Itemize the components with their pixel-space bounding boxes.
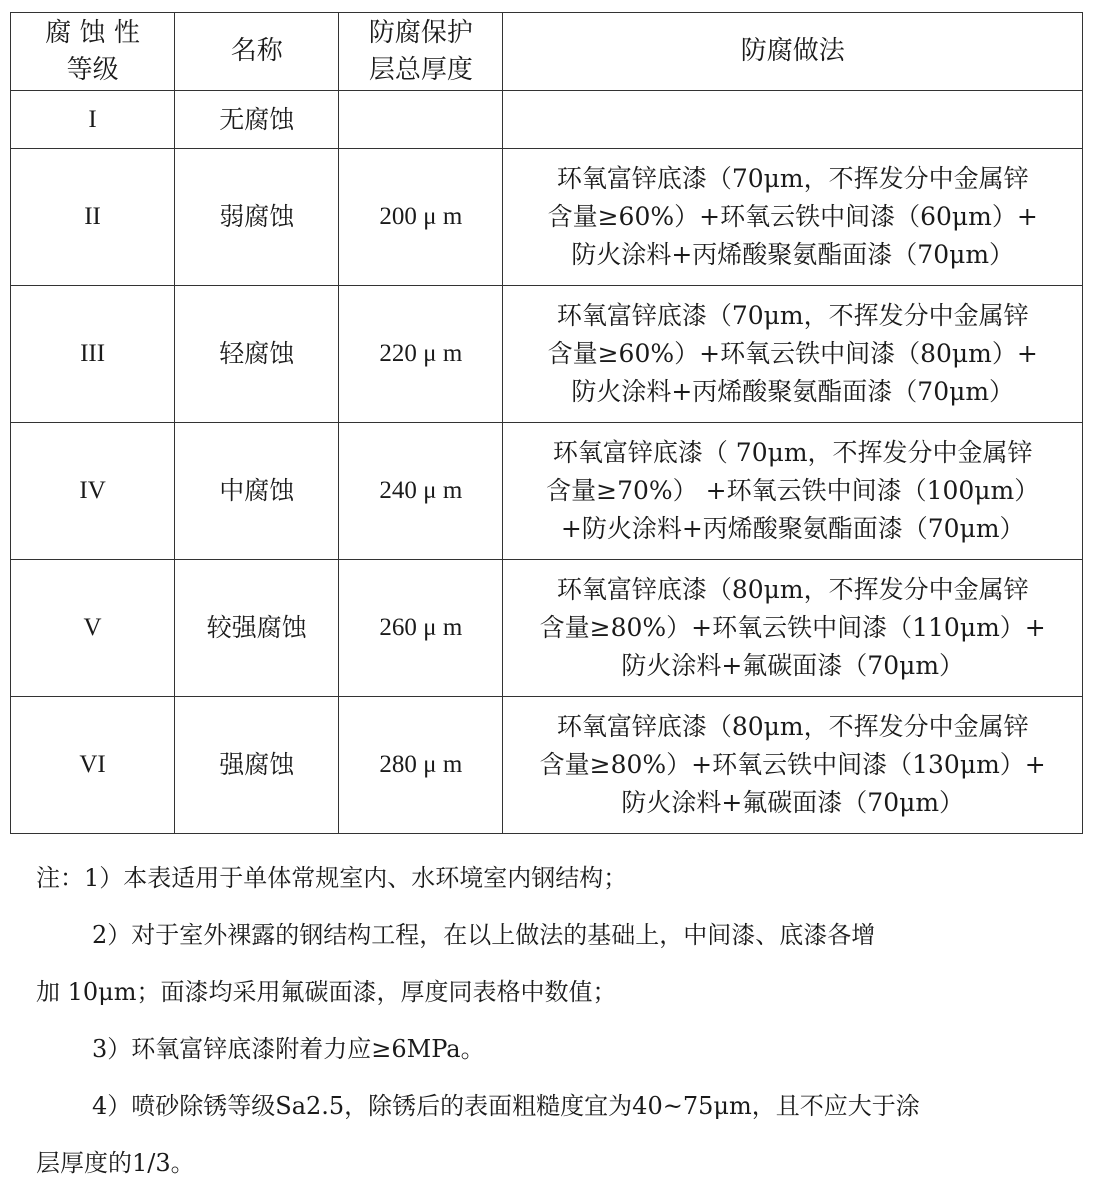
header-thickness: 防腐保护 层总厚度 — [339, 13, 503, 91]
note-4-line-1: 4）喷砂除锈等级Sa2.5，除锈后的表面粗糙度宜为40~75μm，且不应大于涂 — [92, 1092, 920, 1120]
method-cell: 环氧富锌底漆（80μm，不挥发分中金属锌 含量≥80%）+环氧云铁中间漆（130μm）+ 防火涂料+氟碳面漆（70μm） — [503, 697, 1083, 834]
table-row — [11, 286, 1083, 423]
name-cell: 无腐蚀 — [175, 91, 339, 149]
grade-cell: V — [11, 560, 175, 697]
note-3: 3）环氧富锌底漆附着力应≥6MPa。 — [92, 1035, 485, 1063]
name-cell: 轻腐蚀 — [175, 286, 339, 423]
table-row — [11, 560, 1083, 697]
method-cell: 环氧富锌底漆（ 70μm，不挥发分中金属锌 含量≥70%） +环氧云铁中间漆（100μm） +防火涂料+丙烯酸聚氨酯面漆（70μm） — [503, 423, 1083, 560]
table-row — [11, 423, 1083, 560]
note-1: 注：1）本表适用于单体常规室内、水环境室内钢结构； — [36, 864, 628, 892]
grade-cell: II — [11, 149, 175, 286]
method-cell: 环氧富锌底漆（70μm，不挥发分中金属锌 含量≥60%）+环氧云铁中间漆（80μm）+ 防火涂料+丙烯酸聚氨酯面漆（70μm） — [503, 286, 1083, 423]
anticorrosion-table — [10, 12, 1083, 834]
grade-cell: III — [11, 286, 175, 423]
header-grade: 腐 蚀 性 等级 — [11, 13, 175, 91]
table-header-row — [11, 13, 1083, 91]
method-cell: 环氧富锌底漆（80μm，不挥发分中金属锌 含量≥80%）+环氧云铁中间漆（110μm）+ 防火涂料+氟碳面漆（70μm） — [503, 560, 1083, 697]
method-cell — [503, 91, 1083, 149]
table-notes — [36, 850, 1076, 1192]
name-cell: 中腐蚀 — [175, 423, 339, 560]
grade-cell: I — [11, 91, 175, 149]
name-cell: 强腐蚀 — [175, 697, 339, 834]
name-cell: 较强腐蚀 — [175, 560, 339, 697]
thickness-cell: 240 μ m — [339, 423, 503, 560]
header-method: 防腐做法 — [503, 13, 1083, 91]
note-2-line-1: 2）对于室外裸露的钢结构工程，在以上做法的基础上，中间漆、底漆各增 — [92, 921, 876, 949]
table-row — [11, 91, 1083, 149]
thickness-cell — [339, 91, 503, 149]
note-2-line-2: 加 10μm；面漆均采用氟碳面漆，厚度同表格中数值； — [36, 978, 617, 1006]
table-row — [11, 149, 1083, 286]
grade-cell: VI — [11, 697, 175, 834]
method-cell: 环氧富锌底漆（70μm，不挥发分中金属锌 含量≥60%）+环氧云铁中间漆（60μm）+ 防火涂料+丙烯酸聚氨酯面漆（70μm） — [503, 149, 1083, 286]
thickness-cell: 220 μ m — [339, 286, 503, 423]
grade-cell: IV — [11, 423, 175, 560]
name-cell: 弱腐蚀 — [175, 149, 339, 286]
header-name: 名称 — [175, 13, 339, 91]
table-row — [11, 697, 1083, 834]
thickness-cell: 200 μ m — [339, 149, 503, 286]
thickness-cell: 260 μ m — [339, 560, 503, 697]
note-4-line-2: 层厚度的1/3。 — [36, 1149, 195, 1177]
thickness-cell: 280 μ m — [339, 697, 503, 834]
